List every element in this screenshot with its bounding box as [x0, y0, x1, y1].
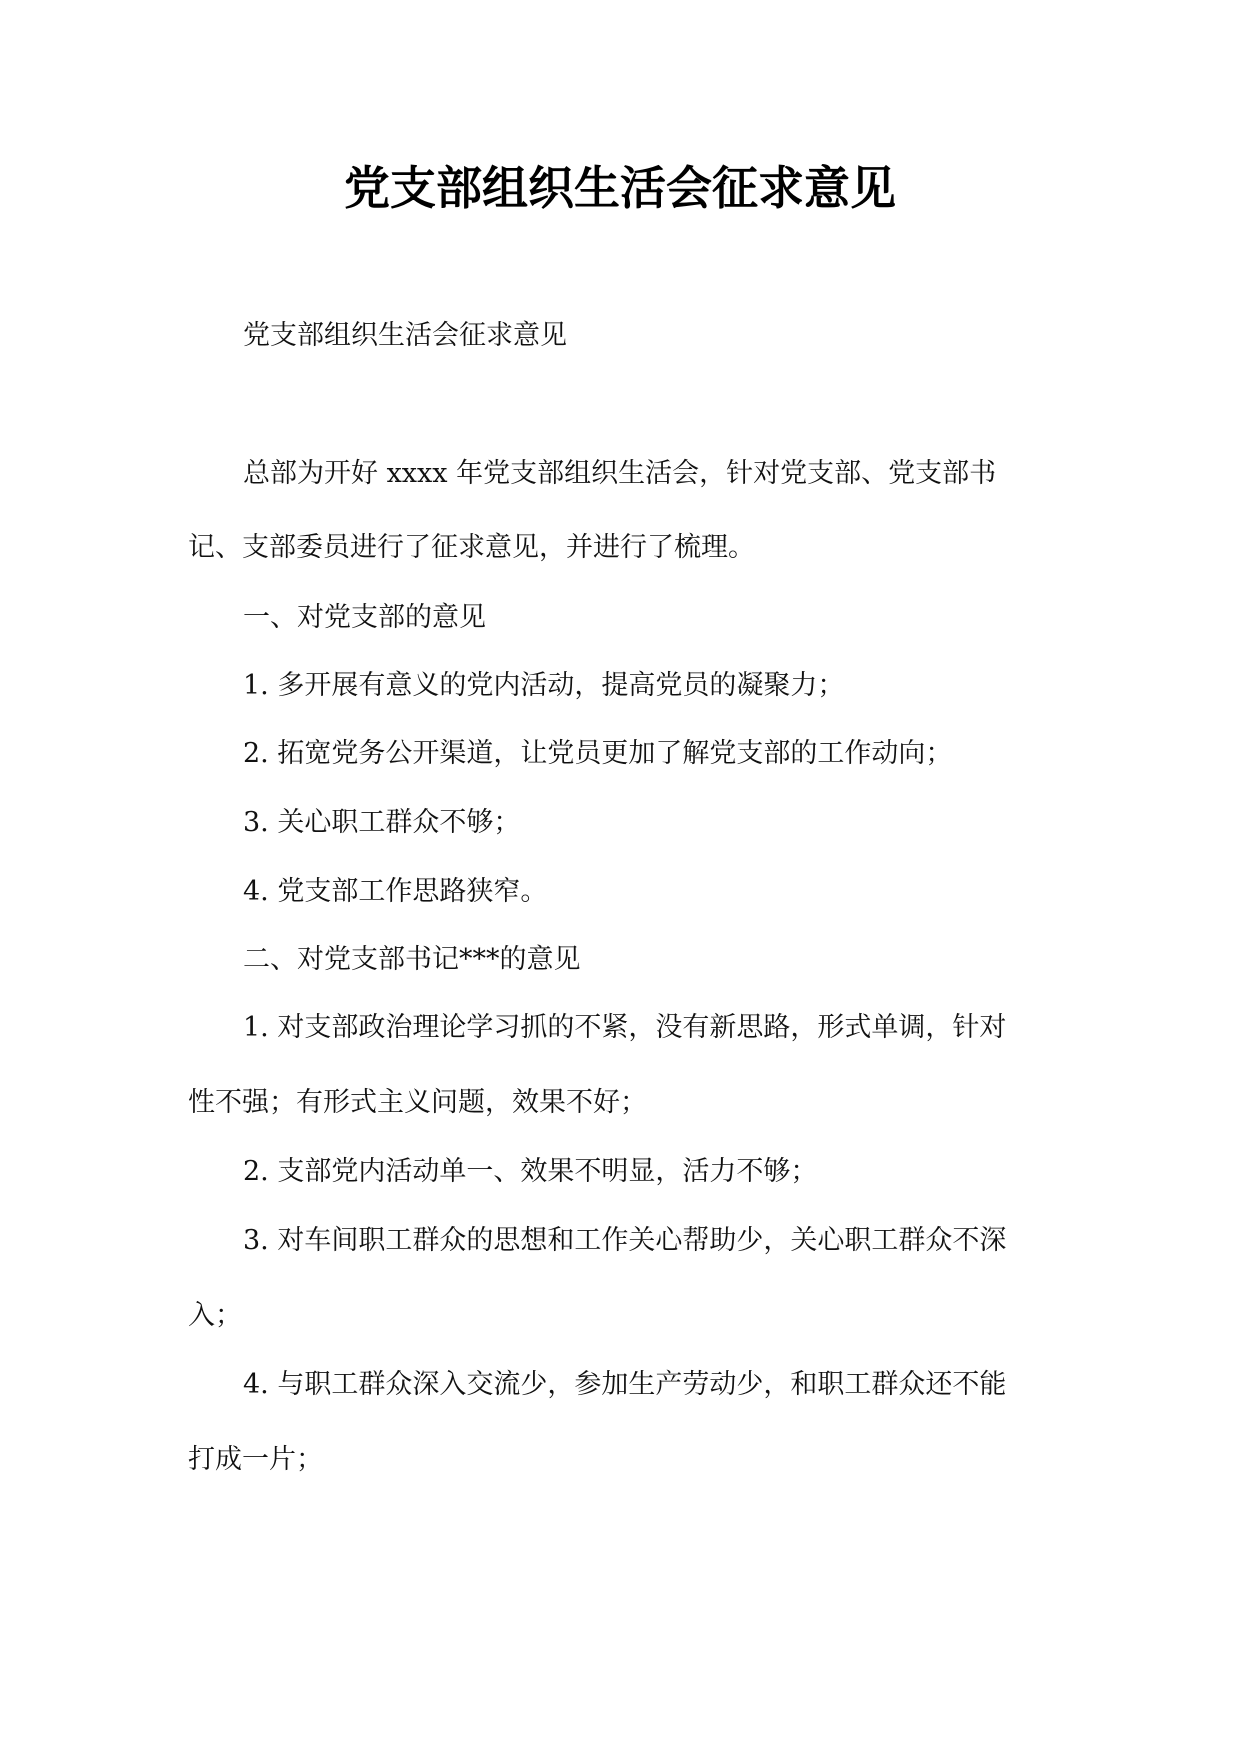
- section-2-item-1-line-1: 1. 对支部政治理论学习抓的不紧，没有新思路，形式单调，针对: [243, 1012, 1007, 1043]
- section-1-item-3: 3. 关心职工群众不够；: [243, 807, 521, 838]
- section-1-heading: 一、对党支部的意见: [243, 602, 486, 633]
- section-1-item-4: 4. 党支部工作思路狭窄。: [243, 876, 548, 907]
- intro-line-2: 记、支部委员进行了征求意见，并进行了梳理。: [188, 532, 755, 563]
- intro-line-1: 总部为开好 xxxx 年党支部组织生活会，针对党支部、党支部书: [243, 458, 997, 489]
- section-2-item-1-line-2: 性不强；有形式主义问题，效果不好；: [188, 1087, 647, 1118]
- document-subtitle: 党支部组织生活会征求意见: [243, 320, 567, 351]
- section-2-item-2: 2. 支部党内活动单一、效果不明显，活力不够；: [243, 1156, 818, 1187]
- section-2-item-3-line-1: 3. 对车间职工群众的思想和工作关心帮助少，关心职工群众不深: [243, 1225, 1007, 1256]
- section-1-item-1: 1. 多开展有意义的党内活动，提高党员的凝聚力；: [243, 670, 845, 701]
- document-title: 党支部组织生活会征求意见: [344, 161, 896, 215]
- section-2-item-4-line-1: 4. 与职工群众深入交流少，参加生产劳动少，和职工群众还不能: [243, 1369, 1007, 1400]
- section-1-item-2: 2. 拓宽党务公开渠道，让党员更加了解党支部的工作动向；: [243, 738, 953, 769]
- section-2-item-3-line-2: 入；: [188, 1300, 242, 1331]
- section-2-heading: 二、对党支部书记***的意见: [243, 944, 581, 975]
- section-2-item-4-line-2: 打成一片；: [188, 1444, 323, 1475]
